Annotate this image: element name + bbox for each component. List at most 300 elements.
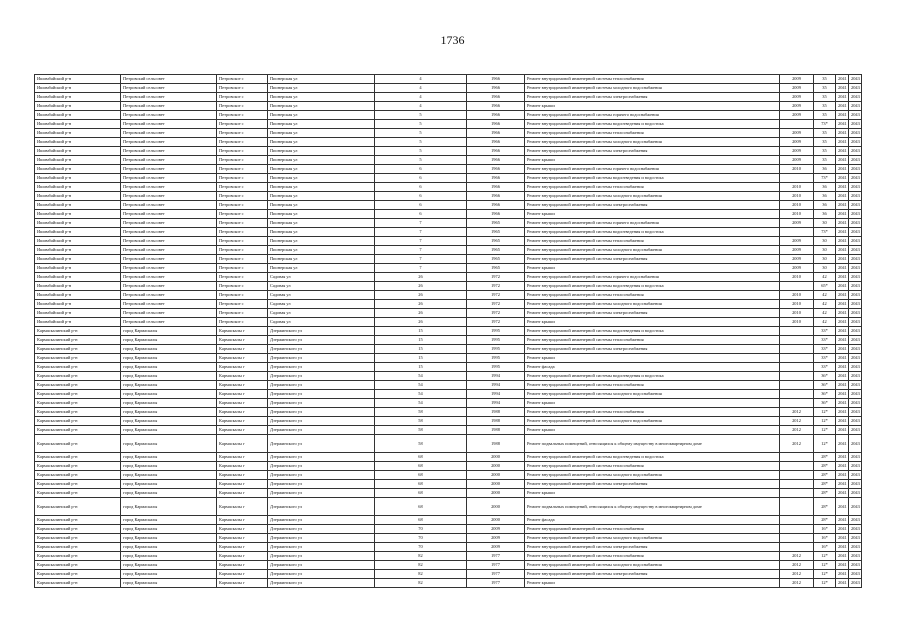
last-repair-year-cell (780, 498, 814, 516)
house-number-cell: 5 (375, 138, 467, 147)
municipality-cell: город Кармаскалы (121, 579, 217, 588)
last-repair-year-cell: 2009 (780, 264, 814, 273)
plan-end-cell: 2043 (849, 309, 862, 318)
period-cell: 42 (814, 309, 836, 318)
work-type-cell: Ремонт крыши (525, 156, 780, 165)
table-row (35, 192, 862, 201)
settlement-cell: Петровское с (217, 255, 268, 264)
district-cell: Ишимбайский р-н (35, 219, 121, 228)
build-year-cell: 1965 (467, 237, 525, 246)
street-cell: Садовая ул (268, 291, 375, 300)
period-cell: 36 (814, 192, 836, 201)
last-repair-year-cell (780, 543, 814, 552)
settlement-cell: Петровское с (217, 75, 268, 84)
work-type-cell: Ремонт крыши (525, 579, 780, 588)
work-type-cell: Ремонт крыши (525, 102, 780, 111)
table-row (35, 570, 862, 579)
district-cell: Кармаскалинский р-н (35, 390, 121, 399)
municipality-cell: город Кармаскалы (121, 399, 217, 408)
plan-start-cell: 2041 (836, 318, 849, 327)
street-cell: Пионерская ул (268, 255, 375, 264)
period-cell: 33* (814, 363, 836, 372)
build-year-cell: 1994 (467, 372, 525, 381)
work-type-cell: Ремонт внутридомовой инженерной системы электроснабжения (525, 543, 780, 552)
plan-start-cell: 2041 (836, 138, 849, 147)
last-repair-year-cell: 2012 (780, 561, 814, 570)
last-repair-year-cell: 2012 (780, 579, 814, 588)
street-cell: Пионерская ул (268, 192, 375, 201)
last-repair-year-cell: 2009 (780, 138, 814, 147)
plan-end-cell: 2043 (849, 471, 862, 480)
build-year-cell: 1965 (467, 255, 525, 264)
plan-start-cell: 2041 (836, 273, 849, 282)
plan-end-cell: 2043 (849, 363, 862, 372)
house-number-cell: 82 (375, 561, 467, 570)
last-repair-year-cell: 2009 (780, 156, 814, 165)
build-year-cell: 1977 (467, 570, 525, 579)
page-number: 1736 (440, 33, 465, 47)
last-repair-year-cell: 2010 (780, 165, 814, 174)
settlement-cell: Кармаскалы г (217, 345, 268, 354)
street-cell: Дзержинского ул (268, 534, 375, 543)
build-year-cell: 1966 (467, 165, 525, 174)
work-type-cell: Ремонт внутридомовой инженерной системы водоотведения и водостока (525, 453, 780, 462)
house-number-cell: 15 (375, 336, 467, 345)
settlement-cell: Петровское с (217, 282, 268, 291)
table-row (35, 210, 862, 219)
table-row (35, 408, 862, 417)
table-row (35, 480, 862, 489)
district-cell: Кармаскалинский р-н (35, 381, 121, 390)
period-cell: 73* (814, 174, 836, 183)
street-cell: Пионерская ул (268, 174, 375, 183)
street-cell: Пионерская ул (268, 210, 375, 219)
municipality-cell: Петровский сельсовет (121, 192, 217, 201)
street-cell: Садовая ул (268, 282, 375, 291)
table-row (35, 273, 862, 282)
settlement-cell: Петровское с (217, 210, 268, 219)
build-year-cell: 2000 (467, 471, 525, 480)
house-number-cell: 54 (375, 372, 467, 381)
plan-end-cell: 2043 (849, 381, 862, 390)
municipality-cell: Петровский сельсовет (121, 246, 217, 255)
work-type-cell: Ремонт внутридомовой инженерной системы электроснабжения (525, 255, 780, 264)
build-year-cell: 1966 (467, 183, 525, 192)
last-repair-year-cell: 2009 (780, 147, 814, 156)
last-repair-year-cell: 2009 (780, 84, 814, 93)
plan-end-cell: 2043 (849, 84, 862, 93)
plan-end-cell: 2043 (849, 561, 862, 570)
settlement-cell: Петровское с (217, 246, 268, 255)
work-type-cell: Ремонт внутридомовой инженерной системы водоотведения и водостока (525, 282, 780, 291)
period-cell: 73* (814, 228, 836, 237)
plan-start-cell: 2041 (836, 408, 849, 417)
street-cell: Дзержинского ул (268, 399, 375, 408)
street-cell: Пионерская ул (268, 246, 375, 255)
period-cell: 12* (814, 435, 836, 453)
house-number-cell: 4 (375, 93, 467, 102)
settlement-cell: Петровское с (217, 309, 268, 318)
last-repair-year-cell (780, 516, 814, 525)
district-cell: Ишимбайский р-н (35, 102, 121, 111)
house-number-cell: 6 (375, 210, 467, 219)
street-cell: Пионерская ул (268, 138, 375, 147)
municipality-cell: город Кармаскалы (121, 543, 217, 552)
build-year-cell: 1966 (467, 75, 525, 84)
last-repair-year-cell: 2010 (780, 210, 814, 219)
table-row (35, 390, 862, 399)
period-cell: 42 (814, 300, 836, 309)
plan-end-cell: 2043 (849, 336, 862, 345)
district-cell: Ишимбайский р-н (35, 228, 121, 237)
house-number-cell: 6 (375, 174, 467, 183)
settlement-cell: Петровское с (217, 291, 268, 300)
settlement-cell: Петровское с (217, 93, 268, 102)
plan-start-cell: 2041 (836, 309, 849, 318)
plan-end-cell: 2043 (849, 201, 862, 210)
last-repair-year-cell: 2010 (780, 291, 814, 300)
period-cell: 35 (814, 129, 836, 138)
house-number-cell: 26 (375, 309, 467, 318)
house-number-cell: 26 (375, 282, 467, 291)
municipality-cell: Петровский сельсовет (121, 237, 217, 246)
house-number-cell: 54 (375, 381, 467, 390)
period-cell: 33* (814, 336, 836, 345)
plan-end-cell: 2043 (849, 426, 862, 435)
plan-end-cell: 2043 (849, 516, 862, 525)
street-cell: Дзержинского ул (268, 471, 375, 480)
district-cell: Кармаскалинский р-н (35, 534, 121, 543)
table-row (35, 282, 862, 291)
plan-end-cell: 2043 (849, 327, 862, 336)
work-type-cell: Ремонт внутридомовой инженерной системы теплоснабжения (525, 129, 780, 138)
street-cell: Садовая ул (268, 273, 375, 282)
district-cell: Ишимбайский р-н (35, 318, 121, 327)
settlement-cell: Петровское с (217, 165, 268, 174)
period-cell: 28* (814, 453, 836, 462)
work-type-cell: Ремонт подвальных помещений, относящихся к общему имуществу в многоквартирном доме (525, 498, 780, 516)
build-year-cell: 1995 (467, 336, 525, 345)
period-cell: 12* (814, 570, 836, 579)
period-cell: 30 (814, 255, 836, 264)
work-type-cell: Ремонт внутридомовой инженерной системы электроснабжения (525, 345, 780, 354)
municipality-cell: Петровский сельсовет (121, 282, 217, 291)
municipality-cell: город Кармаскалы (121, 489, 217, 498)
table-row (35, 525, 862, 534)
district-cell: Кармаскалинский р-н (35, 417, 121, 426)
house-number-cell: 68 (375, 516, 467, 525)
period-cell: 36* (814, 390, 836, 399)
plan-end-cell: 2043 (849, 498, 862, 516)
period-cell: 42 (814, 318, 836, 327)
street-cell: Дзержинского ул (268, 336, 375, 345)
last-repair-year-cell: 2010 (780, 300, 814, 309)
house-number-cell: 7 (375, 237, 467, 246)
period-cell: 36 (814, 183, 836, 192)
municipality-cell: город Кармаскалы (121, 552, 217, 561)
work-type-cell: Ремонт внутридомовой инженерной системы теплоснабжения (525, 237, 780, 246)
table-row (35, 417, 862, 426)
street-cell: Дзержинского ул (268, 525, 375, 534)
plan-end-cell: 2043 (849, 156, 862, 165)
plan-start-cell: 2041 (836, 183, 849, 192)
build-year-cell: 1966 (467, 93, 525, 102)
settlement-cell: Кармаскалы г (217, 390, 268, 399)
street-cell: Пионерская ул (268, 237, 375, 246)
plan-start-cell: 2041 (836, 300, 849, 309)
district-cell: Кармаскалинский р-н (35, 426, 121, 435)
settlement-cell: Кармаскалы г (217, 426, 268, 435)
plan-end-cell: 2043 (849, 273, 862, 282)
plan-start-cell: 2041 (836, 561, 849, 570)
district-cell: Кармаскалинский р-н (35, 498, 121, 516)
street-cell: Дзержинского ул (268, 417, 375, 426)
table-row (35, 183, 862, 192)
last-repair-year-cell (780, 471, 814, 480)
last-repair-year-cell: 2010 (780, 318, 814, 327)
municipality-cell: Петровский сельсовет (121, 255, 217, 264)
municipality-cell: город Кармаскалы (121, 372, 217, 381)
last-repair-year-cell: 2012 (780, 408, 814, 417)
house-number-cell: 6 (375, 201, 467, 210)
plan-end-cell: 2043 (849, 579, 862, 588)
settlement-cell: Кармаскалы г (217, 561, 268, 570)
build-year-cell: 2000 (467, 516, 525, 525)
settlement-cell: Петровское с (217, 228, 268, 237)
table-row (35, 255, 862, 264)
settlement-cell: Петровское с (217, 111, 268, 120)
plan-end-cell: 2043 (849, 102, 862, 111)
plan-start-cell: 2041 (836, 192, 849, 201)
work-type-cell: Ремонт внутридомовой инженерной системы теплоснабжения (525, 525, 780, 534)
plan-start-cell: 2041 (836, 75, 849, 84)
municipality-cell: Петровский сельсовет (121, 111, 217, 120)
house-number-cell: 15 (375, 354, 467, 363)
house-number-cell: 4 (375, 102, 467, 111)
plan-start-cell: 2041 (836, 552, 849, 561)
house-number-cell: 15 (375, 327, 467, 336)
plan-start-cell: 2041 (836, 516, 849, 525)
house-number-cell: 54 (375, 390, 467, 399)
house-number-cell: 68 (375, 462, 467, 471)
table-row (35, 363, 862, 372)
work-type-cell: Ремонт внутридомовой инженерной системы электроснабжения (525, 147, 780, 156)
period-cell: 35 (814, 156, 836, 165)
settlement-cell: Кармаскалы г (217, 570, 268, 579)
period-cell: 30 (814, 264, 836, 273)
plan-end-cell: 2043 (849, 300, 862, 309)
capital-repair-table (34, 74, 862, 588)
table-row (35, 156, 862, 165)
district-cell: Кармаскалинский р-н (35, 525, 121, 534)
build-year-cell: 1995 (467, 363, 525, 372)
house-number-cell: 5 (375, 147, 467, 156)
build-year-cell: 1988 (467, 426, 525, 435)
plan-start-cell: 2041 (836, 579, 849, 588)
house-number-cell: 70 (375, 543, 467, 552)
street-cell: Дзержинского ул (268, 408, 375, 417)
district-cell: Ишимбайский р-н (35, 237, 121, 246)
house-number-cell: 58 (375, 426, 467, 435)
build-year-cell: 1966 (467, 156, 525, 165)
table-row (35, 75, 862, 84)
street-cell: Пионерская ул (268, 147, 375, 156)
build-year-cell: 2000 (467, 489, 525, 498)
last-repair-year-cell: 2010 (780, 183, 814, 192)
settlement-cell: Петровское с (217, 183, 268, 192)
street-cell: Дзержинского ул (268, 489, 375, 498)
plan-start-cell: 2041 (836, 345, 849, 354)
street-cell: Дзержинского ул (268, 390, 375, 399)
house-number-cell: 68 (375, 498, 467, 516)
work-type-cell: Ремонт внутридомовой инженерной системы водоотведения и водостока (525, 327, 780, 336)
table-row (35, 237, 862, 246)
plan-end-cell: 2043 (849, 354, 862, 363)
district-cell: Ишимбайский р-н (35, 255, 121, 264)
table-row (35, 561, 862, 570)
period-cell: 35 (814, 75, 836, 84)
table-row (35, 372, 862, 381)
work-type-cell: Ремонт внутридомовой инженерной системы холодного водоснабжения (525, 246, 780, 255)
settlement-cell: Кармаскалы г (217, 534, 268, 543)
district-cell: Кармаскалинский р-н (35, 327, 121, 336)
plan-end-cell: 2043 (849, 129, 862, 138)
municipality-cell: город Кармаскалы (121, 516, 217, 525)
street-cell: Пионерская ул (268, 228, 375, 237)
period-cell: 16* (814, 534, 836, 543)
last-repair-year-cell (780, 120, 814, 129)
work-type-cell: Ремонт внутридомовой инженерной системы теплоснабжения (525, 75, 780, 84)
street-cell: Пионерская ул (268, 93, 375, 102)
municipality-cell: Петровский сельсовет (121, 210, 217, 219)
plan-start-cell: 2041 (836, 327, 849, 336)
table-row (35, 93, 862, 102)
municipality-cell: Петровский сельсовет (121, 138, 217, 147)
plan-end-cell: 2043 (849, 174, 862, 183)
table-row (35, 399, 862, 408)
settlement-cell: Кармаскалы г (217, 453, 268, 462)
street-cell: Пионерская ул (268, 111, 375, 120)
table-row (35, 534, 862, 543)
settlement-cell: Петровское с (217, 129, 268, 138)
plan-start-cell: 2041 (836, 228, 849, 237)
table-row (35, 300, 862, 309)
period-cell: 35 (814, 93, 836, 102)
build-year-cell: 1965 (467, 264, 525, 273)
district-cell: Ишимбайский р-н (35, 156, 121, 165)
table-row (35, 552, 862, 561)
work-type-cell: Ремонт крыши (525, 210, 780, 219)
plan-start-cell: 2041 (836, 264, 849, 273)
build-year-cell: 1972 (467, 318, 525, 327)
plan-start-cell: 2041 (836, 381, 849, 390)
house-number-cell: 68 (375, 480, 467, 489)
plan-end-cell: 2043 (849, 291, 862, 300)
municipality-cell: город Кармаскалы (121, 534, 217, 543)
work-type-cell: Ремонт внутридомовой инженерной системы горячего водоснабжения (525, 111, 780, 120)
last-repair-year-cell: 2009 (780, 219, 814, 228)
work-type-cell: Ремонт внутридомовой инженерной системы холодного водоснабжения (525, 417, 780, 426)
build-year-cell: 1965 (467, 219, 525, 228)
period-cell: 12* (814, 417, 836, 426)
street-cell: Дзержинского ул (268, 543, 375, 552)
settlement-cell: Кармаскалы г (217, 327, 268, 336)
work-type-cell: Ремонт фасада (525, 516, 780, 525)
build-year-cell: 2009 (467, 534, 525, 543)
plan-start-cell: 2041 (836, 435, 849, 453)
settlement-cell: Петровское с (217, 318, 268, 327)
district-cell: Ишимбайский р-н (35, 129, 121, 138)
house-number-cell: 68 (375, 471, 467, 480)
period-cell: 73* (814, 120, 836, 129)
period-cell: 36 (814, 165, 836, 174)
municipality-cell: Петровский сельсовет (121, 318, 217, 327)
work-type-cell: Ремонт внутридомовой инженерной системы теплоснабжения (525, 291, 780, 300)
municipality-cell: город Кармаскалы (121, 417, 217, 426)
district-cell: Ишимбайский р-н (35, 138, 121, 147)
build-year-cell: 1966 (467, 120, 525, 129)
house-number-cell: 7 (375, 246, 467, 255)
street-cell: Дзержинского ул (268, 354, 375, 363)
last-repair-year-cell (780, 399, 814, 408)
table-row (35, 336, 862, 345)
last-repair-year-cell (780, 336, 814, 345)
municipality-cell: город Кармаскалы (121, 345, 217, 354)
municipality-cell: Петровский сельсовет (121, 84, 217, 93)
period-cell: 36* (814, 381, 836, 390)
settlement-cell: Петровское с (217, 201, 268, 210)
settlement-cell: Кармаскалы г (217, 489, 268, 498)
build-year-cell: 1988 (467, 435, 525, 453)
period-cell: 12* (814, 426, 836, 435)
plan-end-cell: 2043 (849, 246, 862, 255)
street-cell: Садовая ул (268, 300, 375, 309)
work-type-cell: Ремонт внутридомовой инженерной системы водоотведения и водостока (525, 228, 780, 237)
table-row (35, 120, 862, 129)
table-row (35, 435, 862, 453)
plan-end-cell: 2043 (849, 210, 862, 219)
municipality-cell: город Кармаскалы (121, 471, 217, 480)
street-cell: Пионерская ул (268, 264, 375, 273)
last-repair-year-cell (780, 462, 814, 471)
municipality-cell: Петровский сельсовет (121, 228, 217, 237)
settlement-cell: Кармаскалы г (217, 525, 268, 534)
work-type-cell: Ремонт внутридомовой инженерной системы теплоснабжения (525, 408, 780, 417)
plan-end-cell: 2043 (849, 345, 862, 354)
build-year-cell: 1994 (467, 399, 525, 408)
settlement-cell: Петровское с (217, 237, 268, 246)
build-year-cell: 2000 (467, 480, 525, 489)
street-cell: Дзержинского ул (268, 372, 375, 381)
municipality-cell: город Кармаскалы (121, 498, 217, 516)
district-cell: Кармаскалинский р-н (35, 516, 121, 525)
plan-start-cell: 2041 (836, 543, 849, 552)
street-cell: Дзержинского ул (268, 480, 375, 489)
last-repair-year-cell (780, 489, 814, 498)
last-repair-year-cell (780, 453, 814, 462)
settlement-cell: Кармаскалы г (217, 471, 268, 480)
work-type-cell: Ремонт внутридомовой инженерной системы холодного водоснабжения (525, 192, 780, 201)
period-cell: 28* (814, 516, 836, 525)
period-cell: 33* (814, 354, 836, 363)
period-cell: 65* (814, 282, 836, 291)
plan-end-cell: 2043 (849, 462, 862, 471)
district-cell: Кармаскалинский р-н (35, 471, 121, 480)
district-cell: Ишимбайский р-н (35, 273, 121, 282)
build-year-cell: 1966 (467, 174, 525, 183)
street-cell: Дзержинского ул (268, 426, 375, 435)
period-cell: 28* (814, 489, 836, 498)
